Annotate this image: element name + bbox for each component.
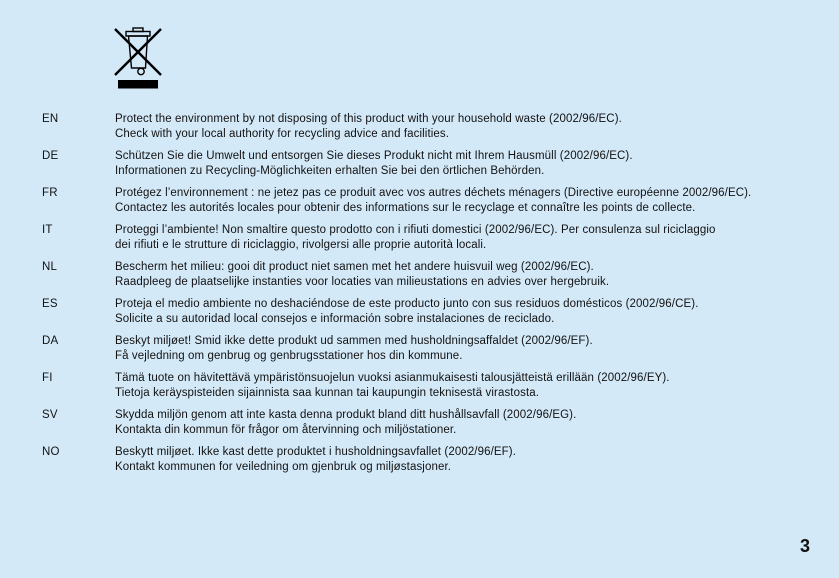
notice-line-2: Contactez les autorités locales pour obtenir des informations sur le recyclage et connaître les points de collecte. [115,202,696,214]
notice-line-1: Beskytt miljøet. Ikke kast dette produktet i husholdningsavfallet (2002/96/EF). [115,446,517,458]
notice-entry-da [42,334,822,364]
notice-line-2: Informationen zu Recycling-Möglichkeiten erhalten Sie bei den örtlichen Behörden. [115,165,545,177]
notice-entry-de [42,149,822,179]
notice-entry-sv [42,408,822,438]
notice-line-1: Proteja el medio ambiente no deshaciéndose de este producto junto con sus residuos domésticos (2002/96/CE). [115,298,699,310]
notice-text [115,334,822,364]
notice-entry-fr [42,186,822,216]
notice-line-2: dei rifiuti e le strutture di riciclaggio, rivolgersi alle proprie autorità locali. [115,239,487,251]
notice-line-1: Beskyt miljøet! Smid ikke dette produkt ud sammen med husholdningsaffaldet (2002/96/EF). [115,335,593,347]
notice-line-1: Protégez l’environnement : ne jetez pas ce produit avec vos autres déchets ménagers (Directive européenne 2002/96/EC). [115,187,752,199]
notice-text [115,260,822,290]
language-code: NL [42,261,58,273]
notice-line-2: Raadpleeg de plaatselijke instanties voor locaties van milieustations en advies over hergebruik. [115,276,610,288]
notice-text [115,445,822,475]
notice-line-2: Få vejledning om genbrug og genbrugsstationer hos din kommune. [115,350,463,362]
notice-line-1: Protect the environment by not disposing of this product with your household waste (2002/96/EC). [115,113,622,125]
language-code: DA [42,335,59,347]
weee-black-bar [118,80,158,89]
notice-entry-en [42,112,822,142]
notice-text [115,112,822,142]
language-code: EN [42,113,59,125]
notice-line-1: Bescherm het milieu: gooi dit product niet samen met het andere huisvuil weg (2002/96/EC). [115,261,594,273]
language-code: ES [42,298,58,310]
language-code: FI [42,372,53,384]
notice-text [115,371,822,401]
language-code: NO [42,446,60,458]
language-code: SV [42,409,58,421]
page-number: 3 [799,536,810,556]
notice-text [115,223,822,253]
notice-line-2: Tietoja keräyspisteiden sijainnista saa kunnan tai kaupungin teknisestä virastosta. [115,387,540,399]
notice-text [115,149,822,179]
language-code: FR [42,187,58,199]
notice-entry-nl [42,260,822,290]
notice-entry-es [42,297,822,327]
notice-line-1: Skydda miljön genom att inte kasta denna produkt bland ditt hushållsavfall (2002/96/EG). [115,409,577,421]
notice-line-1: Schützen Sie die Umwelt und entsorgen Sie dieses Produkt nicht mit Ihrem Hausmüll (2002/96/EC). [115,150,633,162]
notice-line-1: Tämä tuote on hävitettävä ympäristönsuojelun vuoksi asianmukaisesti talousjätteistä erillään (2002/96/EY). [115,372,670,384]
notice-text [115,408,822,438]
language-code: IT [42,224,53,236]
notice-line-1: Proteggi l’ambiente! Non smaltire questo prodotto con i rifiuti domestici (2002/96/EC). Per consulenza sul riciclaggio [115,224,716,236]
weee-crossed-out-bin-icon [112,27,164,91]
notice-entry-no [42,445,822,475]
notice-line-2: Kontakta din kommun för frågor om återvinning och miljöstationer. [115,424,457,436]
notice-text [115,186,822,216]
notice-text [115,297,822,327]
language-code: DE [42,150,59,162]
notice-entry-fi [42,371,822,401]
language-notice-list [42,112,822,482]
notice-line-2: Check with your local authority for recycling advice and facilities. [115,128,450,140]
notice-line-2: Solicite a su autoridad local consejos e información sobre instalaciones de reciclado. [115,313,555,325]
notice-entry-it [42,223,822,253]
notice-line-2: Kontakt kommunen for veiledning om gjenbruk og miljøstasjoner. [115,461,452,473]
